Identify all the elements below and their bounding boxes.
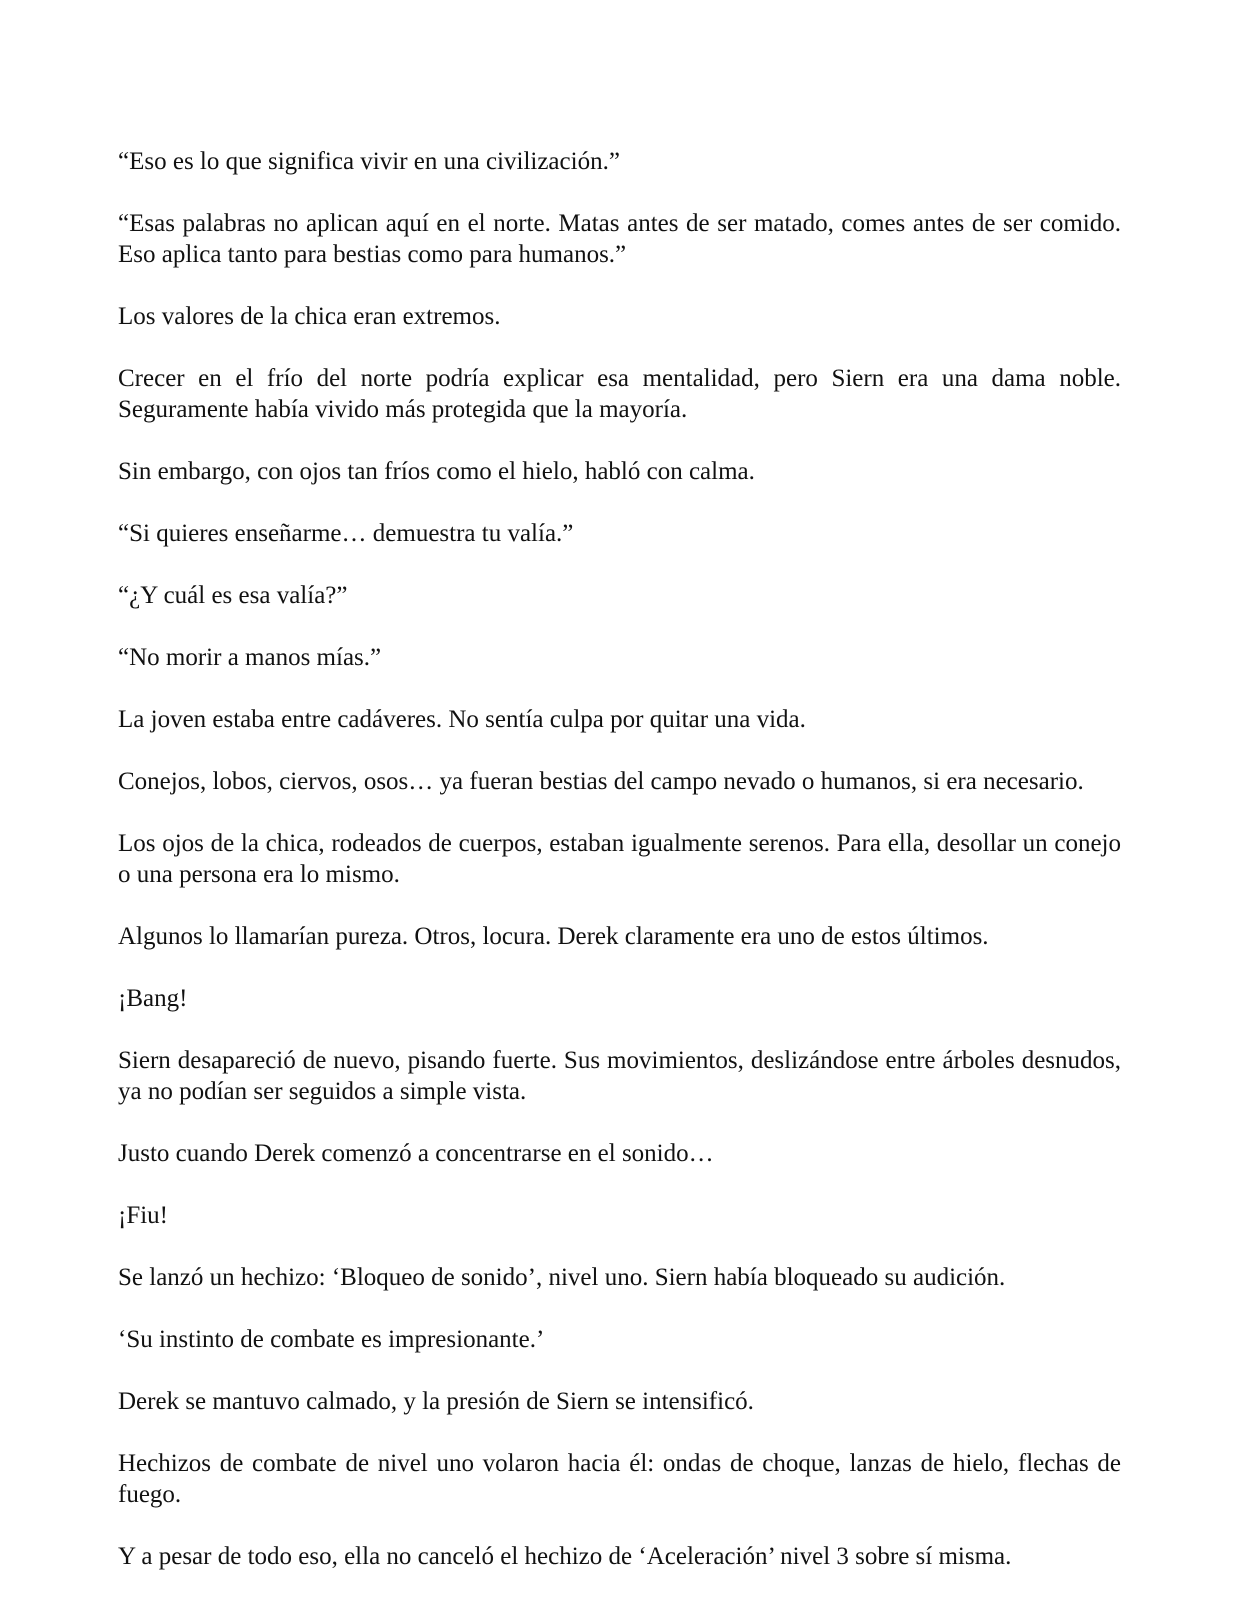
- paragraph-14: Siern desapareció de nuevo, pisando fuerte. Sus movimientos, deslizándose entre árboles desnudos, ya no podían ser seguidos a simple vista.: [118, 1047, 1121, 1105]
- paragraph-1: “Eso es lo que significa vivir en una civilización.”: [118, 148, 620, 175]
- page-body-text: [118, 146, 1121, 1572]
- paragraph-21: Y a pesar de todo eso, ella no canceló el hechizo de ‘Aceleración’ nivel 3 sobre sí misma.: [118, 1543, 1012, 1570]
- paragraph-3: Los valores de la chica eran extremos.: [118, 303, 501, 330]
- paragraph-10: Conejos, lobos, ciervos, osos… ya fueran bestias del campo nevado o humanos, si era necesario.: [118, 768, 1084, 795]
- paragraph-6: “Si quieres enseñarme… demuestra tu valía.”: [118, 520, 574, 547]
- paragraph-13: ¡Bang!: [118, 985, 188, 1012]
- paragraph-11: Los ojos de la chica, rodeados de cuerpos, estaban igualmente serenos. Para ella, desollar un conejo o una persona era lo mismo.: [118, 830, 1121, 888]
- paragraph-4: Crecer en el frío del norte podría explicar esa mentalidad, pero Siern era una dama noble. Seguramente había vivido más protegida que la mayoría.: [118, 365, 1121, 423]
- paragraph-2: “Esas palabras no aplican aquí en el norte. Matas antes de ser matado, comes antes de ser comido. Eso aplica tanto para bestias como para humanos.”: [118, 210, 1121, 268]
- paragraph-18: ‘Su instinto de combate es impresionante.’: [118, 1326, 545, 1353]
- paragraph-8: “No morir a manos mías.”: [118, 644, 382, 671]
- paragraph-7: “¿Y cuál es esa valía?”: [118, 582, 348, 609]
- paragraph-15: Justo cuando Derek comenzó a concentrarse en el sonido…: [118, 1140, 714, 1167]
- paragraph-16: ¡Fiu!: [118, 1202, 168, 1229]
- paragraph-12: Algunos lo llamarían pureza. Otros, locura. Derek claramente era uno de estos últimos.: [118, 923, 989, 950]
- paragraph-5: Sin embargo, con ojos tan fríos como el hielo, habló con calma.: [118, 458, 755, 485]
- paragraph-19: Derek se mantuvo calmado, y la presión de Siern se intensificó.: [118, 1388, 754, 1415]
- paragraph-9: La joven estaba entre cadáveres. No sentía culpa por quitar una vida.: [118, 706, 806, 733]
- paragraph-20: Hechizos de combate de nivel uno volaron hacia él: ondas de choque, lanzas de hielo, flechas de fuego.: [118, 1450, 1121, 1508]
- paragraph-17: Se lanzó un hechizo: ‘Bloqueo de sonido’, nivel uno. Siern había bloqueado su audición.: [118, 1264, 1006, 1291]
